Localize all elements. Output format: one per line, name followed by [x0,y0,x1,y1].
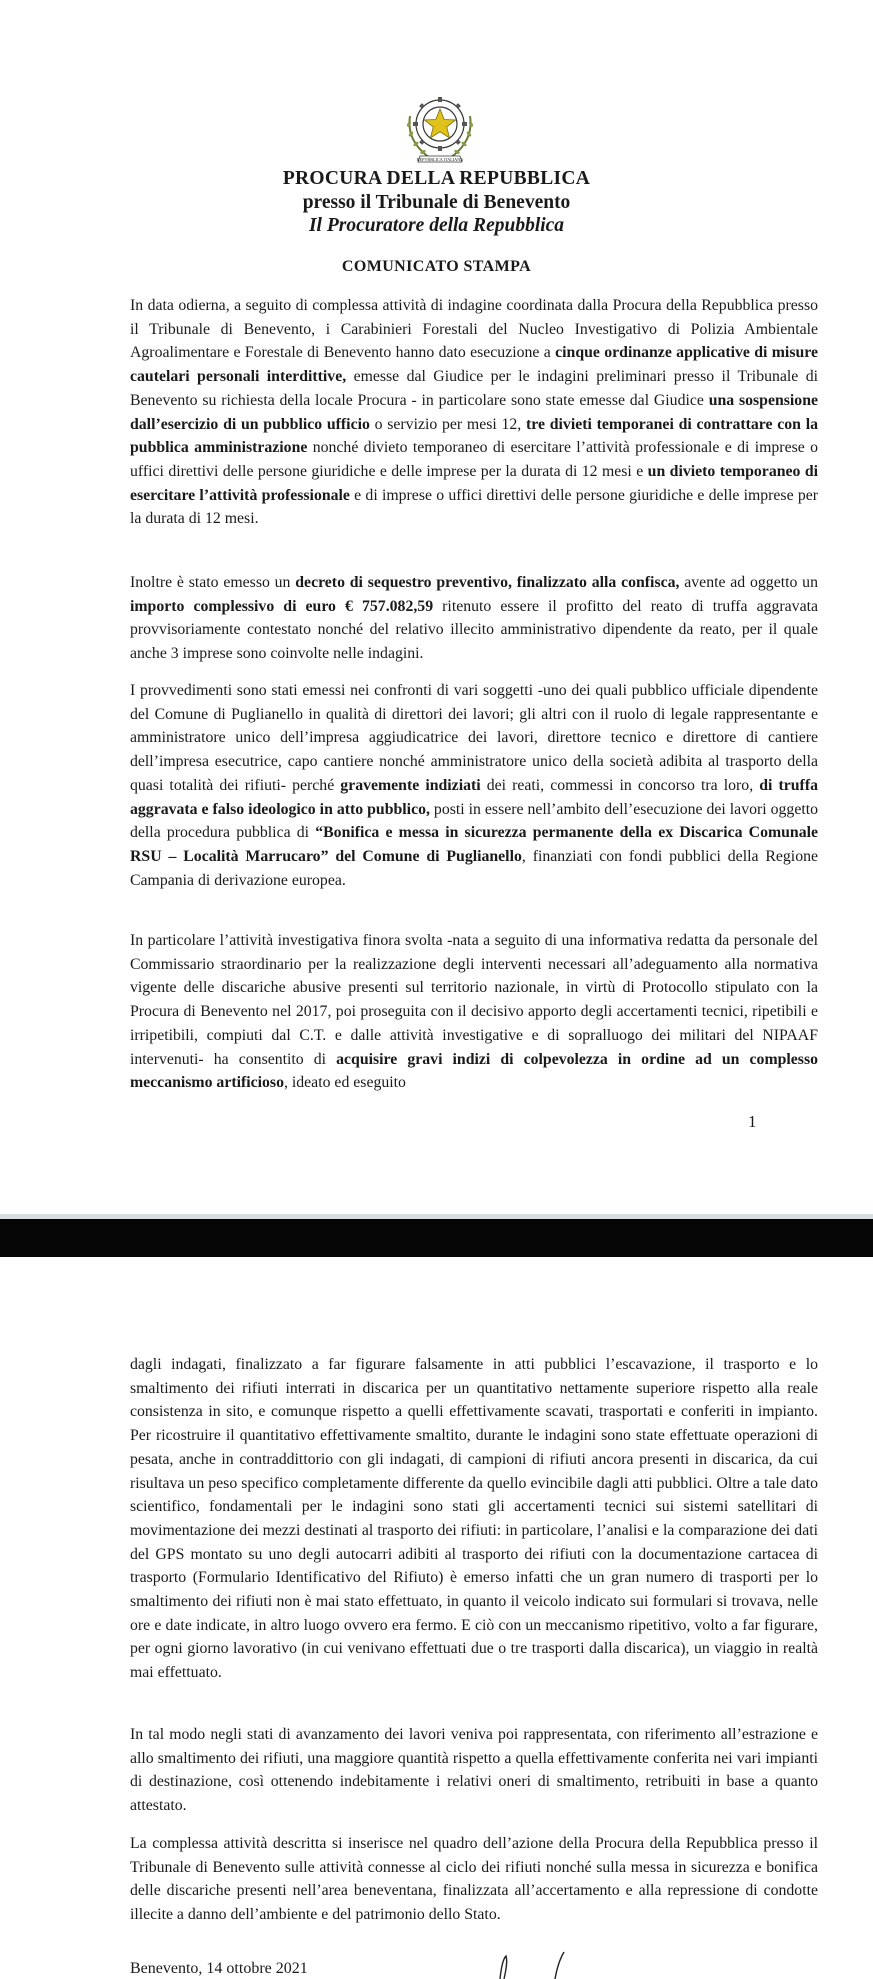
paragraph-7: La complessa attività descritta si inserisce nel quadro dell’azione della Procura della Repubblica presso il Tribunale di Benevento sulle attività connesse al ciclo dei rifiuti nonché sulla messa in sicurezza e bonifica delle discariche presenti nell’area beneventana, finalizzata all’accertamento e alla repressione di condotte illecite a danno dell’ambiente e del patrimonio dello Stato. [130,1835,818,1924]
court-heading: presso il Tribunale di Benevento [302,192,571,213]
emblem-of-italy-icon [400,86,480,170]
paragraph-2: Inoltre è stato emesso un decreto di sequestro preventivo, finalizzato alla confisca, avente ad oggetto un importo complessivo di euro € 757.082,59 ritenuto essere il profitto del reato di truffa aggravata provvisoriamente contestato nonché del relativo illecito amministrativo dipendente da reato, per il quale anche 3 imprese sono coinvolte nelle indagini. [130,574,818,663]
scan-black-band [0,1219,873,1257]
paragraph-6: In tal modo negli stati di avanzamento dei lavori veniva poi rappresentata, con riferimento all’estrazione e allo smaltimento dei rifiuti, una maggiore quantità rispetto a quella effettivamente conferita nei vari impianti di destinazione, così ottenendo indebitamente i relativi oneri di smaltimento, retribuiti in base a quanto attestato. [130,1726,818,1815]
page-number: 1 [748,1112,757,1131]
procuratore-heading: Il Procuratore della Repubblica [308,215,565,236]
office-heading: PROCURA DELLA REPUBBLICA [282,168,591,189]
emblem-ribbon-text: REPVBBLICA ITALIANA [416,157,464,162]
paragraph-3: I provvedimenti sono stati emessi nei confronti di vari soggetti -uno dei quali pubblico ufficiale dipendente del Comune di Puglianello in qualità di direttori dei lavori; gli altri con il ruolo di legale rappresentante e amministratore unico dell’impresa aggiudicatrice dei lavori, direttore tecnico e direttore di cantiere dell’impresa esecutrice, capo cantiere nonché amministratore unico della società adibita al trasporto della quasi totalità dei rifiuti- perché gravemente indiziati dei reati, commessi in concorso tra loro, di truffa aggravata e falso ideologico in atto pubblico, posti in essere nell’ambito dell’esecuzione dei lavori oggetto della procedura pubblica di “Bonifica e messa in sicurezza permanente della ex Discarica Comunale RSU – Località Marrucaro” del Comune di Puglianello, finanziati con fondi pubblici della Regione Campania di derivazione europea. [130,682,819,889]
document-date: Benevento, 14 ottobre 2021 [130,1960,308,1977]
paragraph-5: dagli indagati, finalizzato a far figurare falsamente in atti pubblici l’escavazione, il trasporto e lo smaltimento dei rifiuti interrati in discarica per un quantitativo nettamente superiore rispetto alla reale consistenza in sito, e comunque rispetto a quelli effettivamente scavati, trasportati e conferiti in impianto. Per ricostruire il quantitativo effettivamente smaltito, durante le indagini sono state effettuate operazioni di pesata, anche in contraddittorio con gli indagati, di campioni di rifiuti ancora presenti in discarica, da cui risultava un peso specifico completamente differente da quello evincibile dagli atti pubblici. Oltre a tale dato scientifico, fondamentali per le indagini sono stati gli accertamenti tecnici sui sistemi satellitari di movimentazione dei mezzi destinati al trasporto dei rifiuti: in particolare, l’analisi e la comparazione dei dati del GPS montato su uno degli autocarri adibiti al trasporto dei rifiuti con la documentazione cartacea di trasporto (Formulario Identificativo del Rifiuto) è emerso infatti che un gran numero di trasporti per lo smaltimento dei rifiuti non è mai stato effettuato, in quanto il veicolo indicato sui formulari si trovava, nelle ore e date indicate, in altro luogo ovvero era fermo. E ciò con un meccanismo ripetitivo, volto a far figurare, per ogni giorno lavorativo (in cui venivano effettuati due o tre trasporti dalla discarica), un viaggio in realtà mai effettuato. [130,1356,818,1682]
paragraph-4: In particolare l’attività investigativa finora svolta -nata a seguito di una informativa redatta da personale del Commissario straordinario per la realizzazione degli interventi necessari all’adeguamento alla normativa vigente delle discariche abusive presenti sul territorio nazionale, in virtù di Protocollo stipulato con la Procura di Benevento nel 2017, poi proseguita con il decisivo apporto degli accertamenti tecnici, ripetibili e irripetibili, compiuti dal C.T. e dalle attività investigative e di sopralluogo dei militari del NIPAAF intervenuti- ha consentito di acquisire gravi indizi di colpevolezza in ordine ad un complesso meccanismo artificioso, ideato ed eseguito [130,932,818,1092]
document-type-heading: COMUNICATO STAMPA [341,258,532,275]
signature-icon [480,1950,600,1979]
paragraph-1: In data odierna, a seguito di complessa attività di indagine coordinata dalla Procura della Repubblica presso il Tribunale di Benevento, i Carabinieri Forestali del Nucleo Investigativo di Polizia Ambientale Agroalimentare e Forestale di Benevento hanno dato esecuzione a cinque ordinanze applicative di misure cautelari personali interdittive, emesse dal Giudice per le indagini preliminari presso il Tribunale di Benevento su richiesta della locale Procura - in particolare sono state emesse dal Giudice una sospensione dall’esercizio di un pubblico ufficio o servizio per mesi 12, tre divieti temporanei di contrattare con la pubblica amministrazione nonché divieto temporaneo di esercitare l’attività professionale e di imprese o uffici direttivi delle persone giuridiche e delle imprese per la durata di 12 mesi e un divieto temporaneo di esercitare l’attività professionale e di imprese o uffici direttivi delle persone giuridiche e delle imprese per la durata di 12 mesi. [130,297,819,528]
